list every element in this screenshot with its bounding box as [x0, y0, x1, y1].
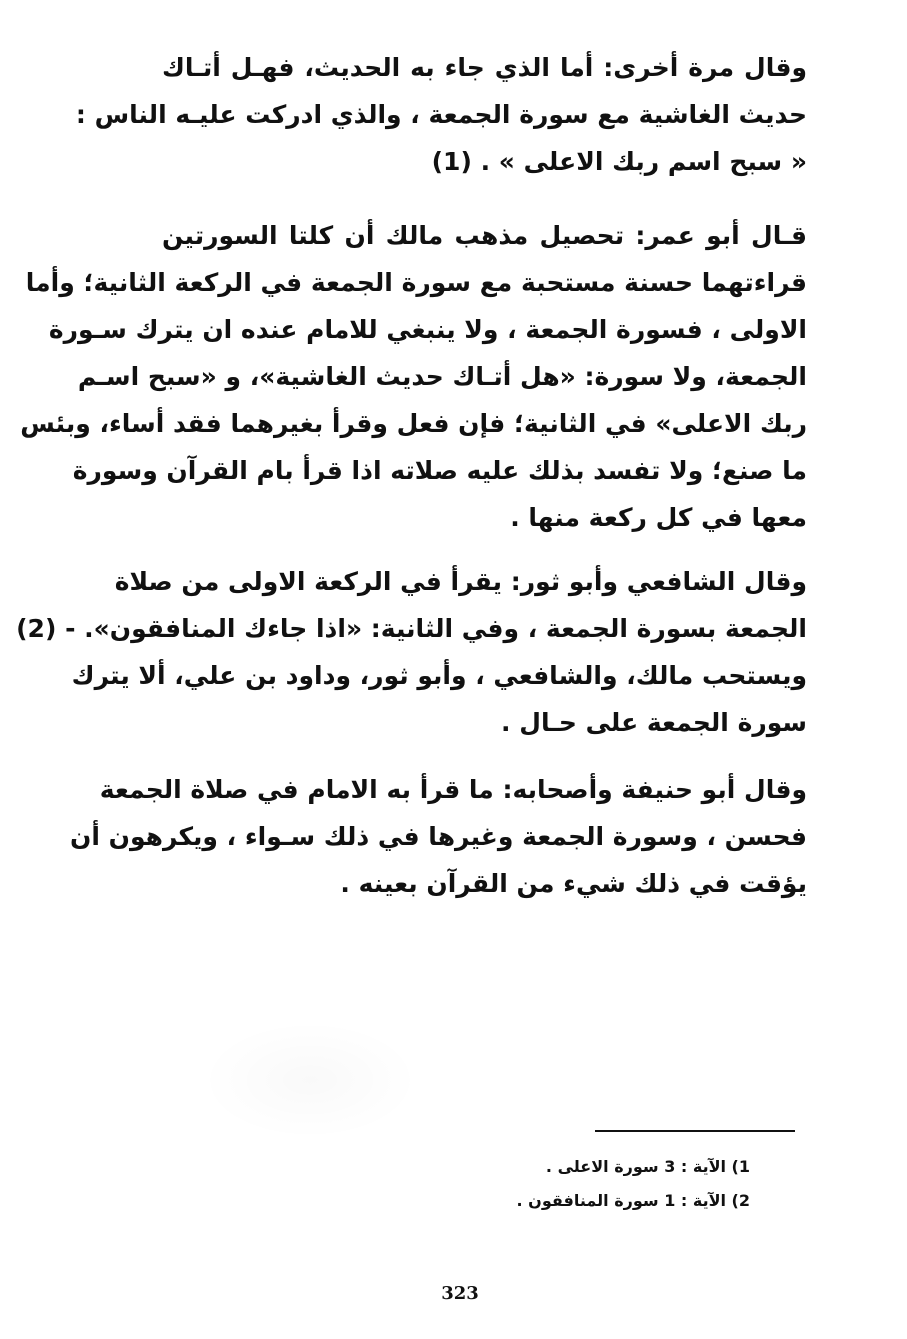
paragraph-2: [20, 212, 807, 541]
paragraph-line: الاولى ، فسورة الجمعة ، ولا ينبغي للامام عنده ان يترك سـورة: [48, 315, 807, 344]
paragraph-1: [75, 44, 807, 185]
paragraph-line: قـال أبو عمر: تحصيل مذهب مالك أن كلتا السورتين: [162, 221, 807, 250]
footnote-2: 2) الآية : 1 سورة المنافقون .: [516, 1191, 750, 1210]
paragraph-line: « سبح اسم ربك الاعلى » . (1): [431, 147, 807, 176]
footnotes: [480, 1150, 750, 1218]
paragraph-line: وقال الشافعي وأبو ثور: يقرأ في الركعة الاولى من صلاة: [114, 567, 807, 596]
paragraph-line: فحسن ، وسورة الجمعة وغيرها في ذلك سـواء ، ويكرهون أن: [70, 822, 807, 851]
paragraph-line: الجمعة بسورة الجمعة ، وفي الثانية: «اذا جاءك المنافقون». - (2): [16, 614, 807, 643]
footnote-divider: [595, 1130, 795, 1132]
page-number: 323: [441, 1283, 479, 1304]
paragraph-line: سورة الجمعة على حـال .: [501, 708, 807, 737]
paragraph-4: [70, 766, 807, 907]
paragraph-line: وقال أبو حنيفة وأصحابه: ما قرأ به الامام في صلاة الجمعة: [99, 775, 807, 804]
paragraph-line: يؤقت في ذلك شيء من القرآن بعينه .: [340, 869, 807, 898]
scan-smudge: [200, 1020, 420, 1140]
paragraph-line: معها في كل ركعة منها .: [510, 503, 807, 532]
footnote-1: 1) الآية : 3 سورة الاعلى .: [545, 1157, 750, 1176]
paragraph-line: ويستحب مالك، والشافعي ، وأبو ثور، وداود بن علي، ألا يترك: [71, 661, 807, 690]
paragraph-line: وقال مرة أخرى: أما الذي جاء به الحديث، فهـل أتـاك: [162, 53, 807, 82]
paragraph-line: ربك الاعلى» في الثانية؛ فإن فعل وقرأ بغيرهما فقد أساء، وبئس: [20, 409, 807, 438]
paragraph-line: حديث الغاشية مع سورة الجمعة ، والذي ادركت عليـه الناس :: [75, 100, 807, 129]
paragraph-line: الجمعة، ولا سورة: «هل أتـاك حديث الغاشية»، و «سبح اسـم: [77, 362, 807, 391]
paragraph-line: قراءتهما حسنة مستحبة مع سورة الجمعة في الركعة الثانية؛ وأما: [25, 268, 807, 297]
paragraph-line: ما صنع؛ ولا تفسد بذلك عليه صلاته اذا قرأ بام القرآن وسورة: [72, 456, 807, 485]
paragraph-3: [16, 558, 807, 746]
